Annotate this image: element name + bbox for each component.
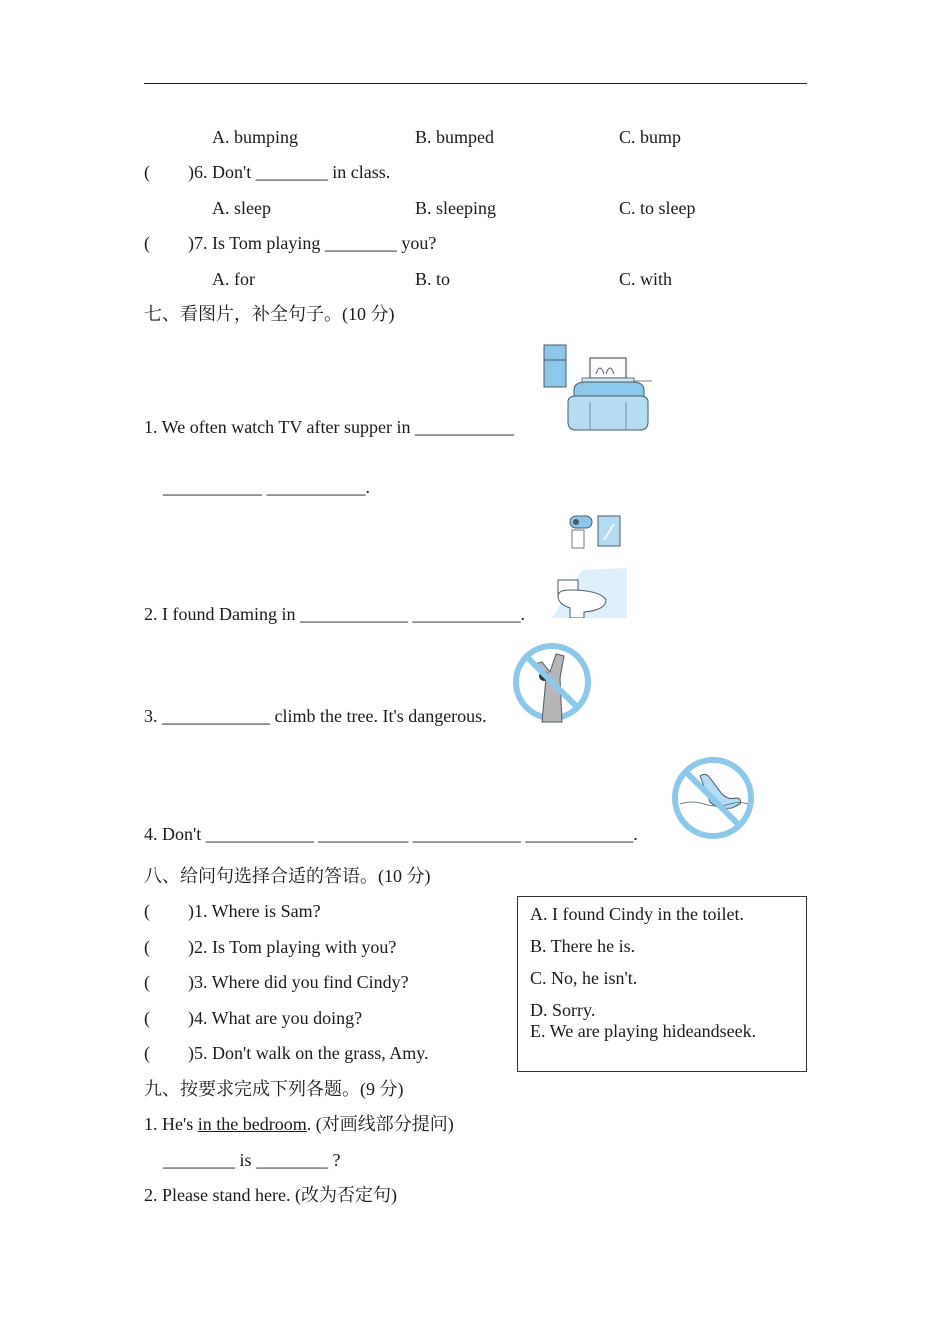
section8-question: [144, 971, 409, 993]
no-climbing-sign: [512, 640, 594, 724]
section7-q3: 3. ____________ climb the tree. It's dangerous.: [144, 706, 487, 726]
section9-q1: [144, 1113, 454, 1135]
section8-question: [144, 1007, 362, 1029]
section8-question: [144, 1042, 429, 1064]
answer-paren[interactable]: (: [144, 1043, 150, 1063]
q5-option-b: B. bumped: [415, 127, 494, 147]
question-text: )4. What are you doing?: [188, 1008, 363, 1028]
question-text: )3. Where did you find Cindy?: [188, 972, 409, 992]
section9-title: 九、按要求完成下列各题。(9 分): [144, 1079, 404, 1099]
living-room-picture: [540, 340, 655, 435]
section7-q4: 4. Don't ____________ __________ ____________ ____________.: [144, 824, 638, 844]
answer-option: D. Sorry.: [530, 1000, 596, 1020]
q7-option-b: B. to: [415, 269, 451, 289]
q7-text: )7. Is Tom playing ________ you?: [188, 233, 437, 253]
answer-paren[interactable]: (: [144, 901, 150, 921]
answer-option: C. No, he isn't.: [530, 968, 638, 988]
answer-option: A. I found Cindy in the toilet.: [530, 904, 744, 924]
question-text: )2. Is Tom playing with you?: [188, 937, 397, 957]
question-text: )5. Don't walk on the grass, Amy.: [188, 1043, 429, 1063]
section7-q1-line2: ___________ ___________.: [163, 477, 370, 497]
q7-option-a: A. for: [212, 269, 255, 289]
answer-option: B. There he is.: [530, 936, 636, 956]
header-rule: [144, 83, 807, 84]
section7-q1-line1: 1. We often watch TV after supper in ___________: [144, 417, 514, 437]
section8-question: [144, 900, 321, 922]
answer-paren[interactable]: (: [144, 1008, 150, 1028]
section7-title: 七、看图片，补全句子。(10 分): [144, 304, 395, 324]
section8-question: [144, 936, 396, 958]
section9-q1-answer-line[interactable]: ________ is ________ ?: [163, 1150, 341, 1170]
toilet-picture: [552, 510, 632, 618]
answer-paren[interactable]: (: [144, 162, 150, 182]
q5-option-c: C. bump: [619, 127, 682, 147]
section8-title: 八、给问句选择合适的答语。(10 分): [144, 866, 431, 886]
no-walking-on-grass-sign: [670, 754, 756, 842]
section7-q2: 2. I found Daming in ____________ ____________.: [144, 604, 525, 624]
answer-paren[interactable]: (: [144, 972, 150, 992]
underlined-phrase: in the bedroom: [197, 1114, 307, 1134]
answer-paren[interactable]: (: [144, 233, 150, 253]
q6-text: )6. Don't ________ in class.: [188, 162, 391, 182]
q7-option-c: C. with: [619, 269, 673, 289]
q1-prefix: 1. He's: [144, 1114, 198, 1134]
q7-question: [144, 232, 436, 254]
answer-paren[interactable]: (: [144, 937, 150, 957]
q5-option-a: A. bumping: [212, 127, 299, 147]
q6-option-b: B. sleeping: [415, 198, 496, 218]
question-text: )1. Where is Sam?: [188, 901, 321, 921]
answer-options-box: [517, 896, 807, 1072]
answer-option: E. We are playing hideandseek.: [530, 1021, 757, 1041]
q6-option-c: C. to sleep: [619, 198, 696, 218]
section9-q2: 2. Please stand here. (改为否定句): [144, 1185, 397, 1205]
q6-option-a: A. sleep: [212, 198, 271, 218]
q1-instruction: . (对画线部分提问): [306, 1114, 454, 1134]
q6-question: [144, 161, 390, 183]
